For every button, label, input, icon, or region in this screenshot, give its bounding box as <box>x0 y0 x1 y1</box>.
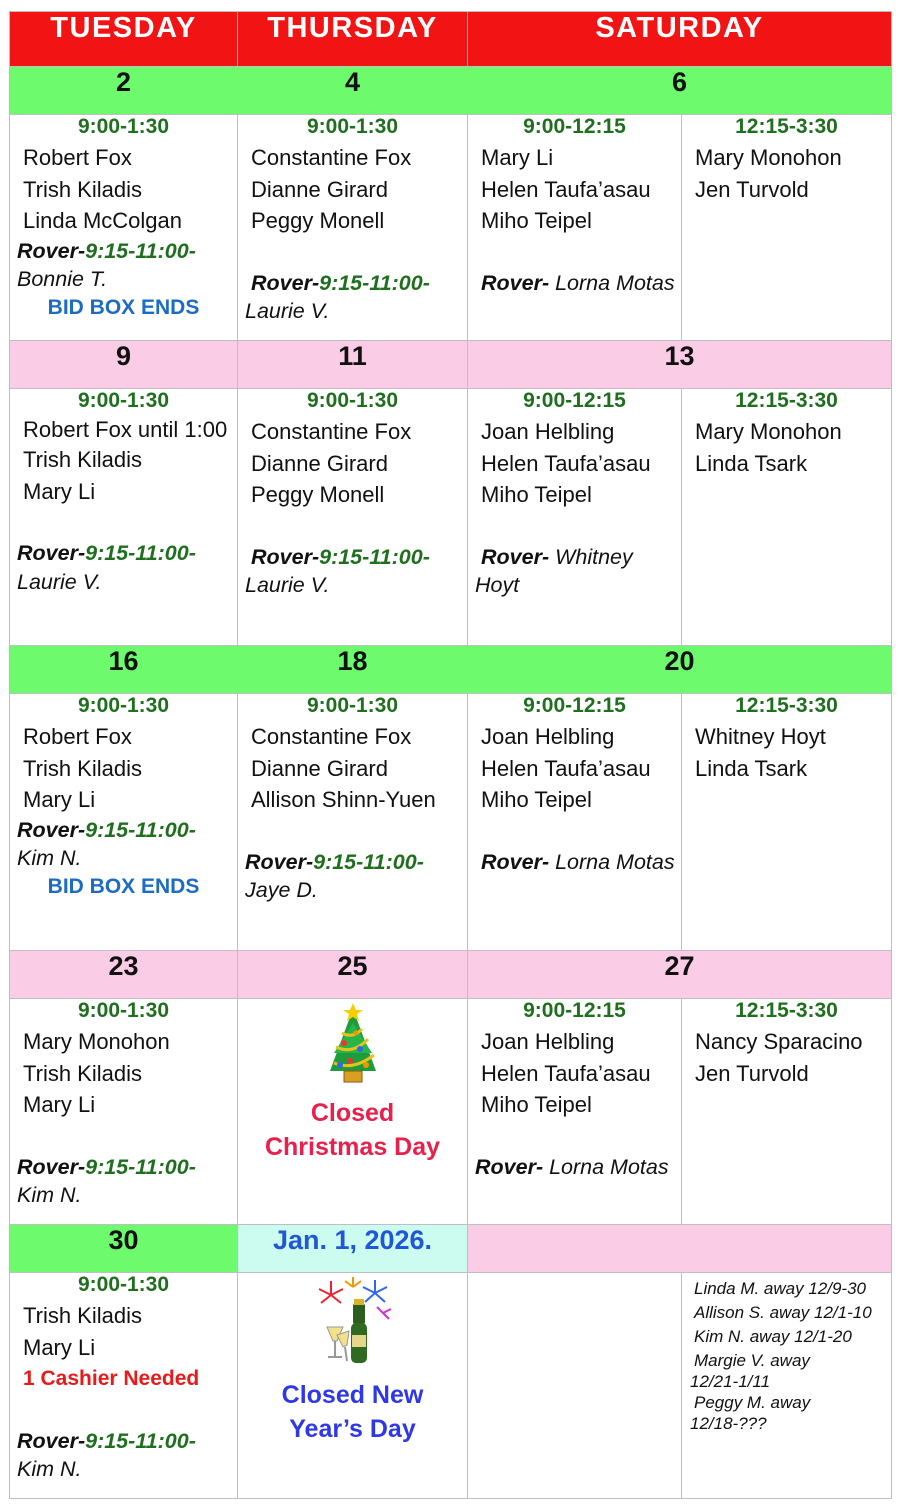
shift-time: 9:00-12:15 <box>523 999 626 1022</box>
rover-line <box>468 848 681 877</box>
rover-label: Rover- <box>251 544 320 569</box>
date-saturday: 6 <box>468 67 892 115</box>
volunteer-name: Mary Monohon <box>23 1029 170 1054</box>
saturday-am-shift-cell <box>468 115 682 341</box>
saturday-pm-shift-cell <box>682 389 892 646</box>
saturday-pm-shift-cell <box>682 115 892 341</box>
rover-name: Kim N. <box>17 1183 82 1207</box>
closed-line-2: Year’s Day <box>289 1415 416 1443</box>
rover-name: Kim N. <box>17 1457 82 1481</box>
bid-box-ends-note: BID BOX ENDS <box>47 874 200 898</box>
cashier-needed-note: 1 Cashier Needed <box>23 1367 200 1390</box>
rover-label: Rover- <box>475 1154 544 1179</box>
rover-time: 9:15-11:00- <box>319 270 430 295</box>
header-thursday: THURSDAY <box>238 12 468 67</box>
rover-line <box>10 1153 237 1210</box>
volunteer-name: Allison Shinn-Yuen <box>251 787 436 812</box>
volunteer-name: Helen Taufa’asau <box>481 755 651 781</box>
volunteer-name: Linda McColgan <box>23 208 182 233</box>
volunteer-name: Miho Teipel <box>481 208 592 233</box>
rover-time: 9:15-11:00- <box>85 541 196 565</box>
date-saturday: 27 <box>468 951 892 999</box>
rover-name: Laurie V. <box>245 299 330 323</box>
rover-label: Rover- <box>17 238 86 263</box>
rover-name: Bonnie T. <box>17 267 108 291</box>
schedule-table <box>9 11 892 1499</box>
shift-time: 9:00-1:30 <box>77 999 170 1022</box>
date-tuesday: 30 <box>10 1225 238 1273</box>
volunteer-name: Robert Fox until 1:00 <box>23 417 228 442</box>
rover-line <box>468 269 681 298</box>
volunteer-name: Robert Fox <box>23 724 132 749</box>
header-saturday: SATURDAY <box>468 12 892 67</box>
thursday-shift-cell <box>238 694 468 951</box>
date-tuesday: 9 <box>10 341 238 389</box>
date-row <box>10 67 892 115</box>
volunteer-name: Helen Taufa’asau <box>481 450 651 476</box>
rover-line <box>10 539 237 596</box>
date-tuesday: 23 <box>10 951 238 999</box>
rover-line <box>10 816 237 873</box>
volunteer-name: Miho Teipel <box>481 482 592 507</box>
away-note: 12/21-1/11 <box>690 1372 771 1391</box>
volunteer-name: Dianne Girard <box>251 755 388 781</box>
rover-time: 9:15-11:00- <box>319 544 430 569</box>
date-tuesday: 16 <box>10 646 238 694</box>
date-thursday: 4 <box>238 67 468 115</box>
saturday-am-shift-cell <box>468 389 682 646</box>
volunteer-name: Nancy Sparacino <box>695 1029 863 1054</box>
champagne-fireworks-icon <box>238 1273 467 1374</box>
shift-time: 9:00-1:30 <box>306 694 399 717</box>
date-row <box>10 646 892 694</box>
volunteer-name: Mary Monohon <box>695 145 842 170</box>
date-saturday: 20 <box>468 646 892 694</box>
date-thursday: 25 <box>238 951 468 999</box>
away-notes <box>682 1273 891 1433</box>
volunteer-name: Miho Teipel <box>481 787 592 812</box>
date-thursday: 18 <box>238 646 468 694</box>
shift-row <box>10 115 892 341</box>
volunteer-name: Linda Tsark <box>695 755 808 781</box>
rover-line <box>238 269 467 326</box>
rover-name: Lorna Motas <box>549 849 675 874</box>
saturday-pm-shift-cell <box>682 999 892 1225</box>
rover-time: 9:15-11:00- <box>85 1428 196 1453</box>
tuesday-shift-cell <box>10 389 238 646</box>
volunteer-name: Joan Helbling <box>481 724 615 749</box>
away-note: Margie V. away <box>694 1351 810 1370</box>
volunteer-name: Trish Kiladis <box>23 176 142 202</box>
volunteer-name: Robert Fox <box>23 145 132 170</box>
rover-time: 9:15-11:00- <box>313 849 424 874</box>
saturday-empty-cell <box>468 1273 682 1499</box>
rover-line <box>238 543 467 600</box>
volunteer-name: Whitney Hoyt <box>695 724 826 749</box>
shift-time: 9:00-1:30 <box>77 115 170 138</box>
volunteer-name: Linda Tsark <box>695 450 808 476</box>
closed-line-1: Closed <box>310 1099 395 1127</box>
rover-line <box>238 848 467 905</box>
rover-name: Laurie V. <box>17 569 102 594</box>
volunteer-name: Mary Li <box>23 1334 96 1360</box>
tuesday-shift-cell <box>10 1273 238 1499</box>
rover-line <box>468 1153 681 1182</box>
closed-line-2: Christmas Day <box>264 1133 441 1161</box>
volunteer-name: Mary Monohon <box>695 419 842 444</box>
date-saturday-empty <box>468 1225 892 1273</box>
volunteer-name: Helen Taufa’asau <box>481 1060 651 1086</box>
volunteer-name: Dianne Girard <box>251 450 388 476</box>
volunteer-name: Joan Helbling <box>481 1029 615 1054</box>
tuesday-shift-cell <box>10 694 238 951</box>
shift-row <box>10 999 892 1225</box>
rover-label: Rover- <box>17 541 86 565</box>
volunteer-name: Constantine Fox <box>251 145 412 170</box>
rover-label: Rover- <box>245 849 314 874</box>
rover-label: Rover- <box>251 270 320 295</box>
date-row <box>10 1225 892 1273</box>
date-tuesday: 2 <box>10 67 238 115</box>
away-note: Peggy M. away <box>694 1393 811 1412</box>
tuesday-shift-cell <box>10 999 238 1225</box>
date-thursday-new-year: Jan. 1, 2026. <box>238 1225 468 1273</box>
volunteer-name: Trish Kiladis <box>23 1060 142 1086</box>
rover-name: Lorna Motas <box>549 270 675 295</box>
shift-time: 9:00-1:30 <box>306 115 399 138</box>
volunteer-name: Trish Kiladis <box>23 755 142 781</box>
volunteer-name: Mary Li <box>23 478 96 504</box>
shift-row <box>10 1273 892 1499</box>
rover-label: Rover- <box>481 849 550 874</box>
away-notes-cell <box>682 1273 892 1499</box>
saturday-am-shift-cell <box>468 694 682 951</box>
thursday-shift-cell <box>238 389 468 646</box>
saturday-am-shift-cell <box>468 999 682 1225</box>
rover-time: 9:15-11:00- <box>85 817 196 842</box>
rover-name: Laurie V. <box>245 573 330 597</box>
shift-time: 12:15-3:30 <box>735 999 838 1022</box>
volunteer-name: Mary Li <box>481 145 554 170</box>
volunteer-name: Miho Teipel <box>481 1092 592 1117</box>
closed-line-1: Closed New <box>281 1381 424 1409</box>
rover-time: 9:15-11:00- <box>85 238 196 263</box>
date-row <box>10 341 892 389</box>
shift-time: 12:15-3:30 <box>735 389 838 412</box>
christmas-tree-icon <box>238 999 467 1090</box>
away-note: Linda M. away 12/9-30 <box>694 1279 866 1298</box>
volunteer-name: Jen Turvold <box>695 1060 809 1086</box>
rover-time: 9:15-11:00- <box>85 1154 196 1179</box>
date-saturday: 13 <box>468 341 892 389</box>
volunteer-name: Trish Kiladis <box>23 447 142 472</box>
thursday-closed-cell <box>238 1273 468 1499</box>
rover-name: Whitney Hoyt <box>475 544 633 597</box>
shift-time: 9:00-1:30 <box>77 389 170 412</box>
rover-label: Rover- <box>17 817 86 842</box>
shift-row <box>10 694 892 951</box>
shift-time: 9:00-1:30 <box>77 1273 170 1296</box>
volunteer-name: Trish Kiladis <box>23 1303 142 1328</box>
rover-name: Lorna Motas <box>543 1154 669 1179</box>
thursday-closed-cell <box>238 999 468 1225</box>
rover-name: Jaye D. <box>245 878 318 902</box>
rover-label: Rover- <box>481 270 550 295</box>
rover-line <box>10 237 237 294</box>
date-row <box>10 951 892 999</box>
shift-time: 9:00-1:30 <box>306 389 399 412</box>
shift-time: 12:15-3:30 <box>735 115 838 138</box>
header-tuesday: TUESDAY <box>10 12 238 67</box>
away-note: Allison S. away 12/1-10 <box>694 1303 872 1322</box>
volunteer-name: Dianne Girard <box>251 176 388 202</box>
tuesday-shift-cell <box>10 115 238 341</box>
rover-label: Rover- <box>17 1428 86 1453</box>
volunteer-name: Peggy Monell <box>251 482 385 507</box>
shift-time: 9:00-1:30 <box>77 694 170 717</box>
rover-label: Rover- <box>17 1154 86 1179</box>
rover-label: Rover- <box>481 544 550 569</box>
volunteer-name: Constantine Fox <box>251 724 412 749</box>
rover-line <box>468 543 681 600</box>
volunteer-name: Helen Taufa’asau <box>481 176 651 202</box>
rover-line <box>10 1427 237 1484</box>
bid-box-ends-note: BID BOX ENDS <box>47 295 200 319</box>
volunteer-name: Joan Helbling <box>481 419 615 444</box>
shift-time: 9:00-12:15 <box>523 115 626 138</box>
date-thursday: 11 <box>238 341 468 389</box>
rover-name: Kim N. <box>17 846 82 870</box>
thursday-shift-cell <box>238 115 468 341</box>
day-header-row <box>10 12 892 67</box>
shift-row <box>10 389 892 646</box>
volunteer-name: Jen Turvold <box>695 176 809 202</box>
shift-time: 9:00-12:15 <box>523 694 626 717</box>
saturday-pm-shift-cell <box>682 694 892 951</box>
shift-time: 9:00-12:15 <box>523 389 626 412</box>
volunteer-name: Peggy Monell <box>251 208 385 233</box>
volunteer-name: Mary Li <box>23 1092 96 1117</box>
away-note: 12/18-??? <box>690 1414 767 1433</box>
shift-time: 12:15-3:30 <box>735 694 838 717</box>
away-note: Kim N. away 12/1-20 <box>694 1327 852 1346</box>
volunteer-name: Mary Li <box>23 787 96 812</box>
volunteer-name: Constantine Fox <box>251 419 412 444</box>
